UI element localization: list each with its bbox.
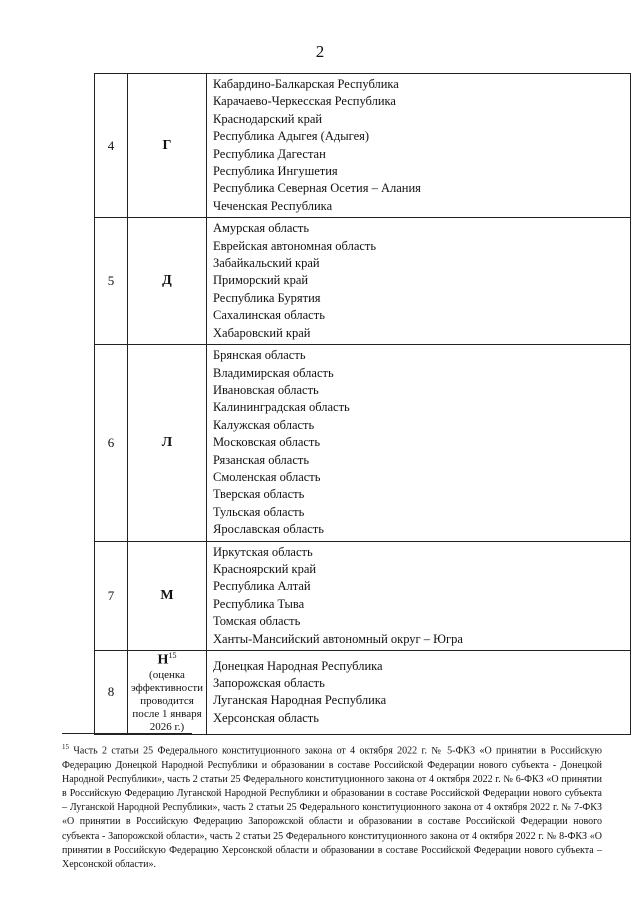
region-item: Ханты-Мансийский автономный округ – Югра bbox=[213, 631, 463, 646]
table-row bbox=[95, 74, 631, 218]
letter-group bbox=[128, 345, 207, 541]
region-item: Брянская область bbox=[213, 348, 306, 363]
region-item: Московская область bbox=[213, 435, 321, 450]
regions-table bbox=[94, 73, 631, 735]
region-item: Амурская область bbox=[213, 221, 310, 236]
regions-cell bbox=[207, 74, 631, 218]
region-item: Красноярский край bbox=[213, 561, 317, 576]
page-number: 2 bbox=[315, 42, 325, 61]
region-item: Тульская область bbox=[213, 504, 305, 519]
row-number: 8 bbox=[95, 651, 128, 735]
region-item: Республика Дагестан bbox=[213, 146, 326, 161]
table-row bbox=[95, 345, 631, 541]
footnote-separator bbox=[62, 733, 192, 734]
region-item: Чеченская Республика bbox=[213, 198, 333, 213]
letter-label: Д bbox=[162, 273, 172, 289]
footnote bbox=[62, 740, 602, 872]
letter-label: М bbox=[160, 587, 174, 603]
row-number: 5 bbox=[95, 218, 128, 345]
region-item: Кабардино-Балкарская Республика bbox=[213, 77, 399, 91]
region-item: Смоленская область bbox=[213, 469, 321, 484]
region-item: Приморский край bbox=[213, 273, 309, 288]
region-item: Калининградская область bbox=[213, 400, 350, 415]
region-item: Ярославская область bbox=[213, 522, 324, 537]
row-number: 7 bbox=[95, 541, 128, 650]
regions-cell bbox=[207, 345, 631, 541]
region-item: Калужская область bbox=[213, 417, 315, 432]
letter-label: Н bbox=[157, 652, 169, 668]
row-number: 4 bbox=[95, 74, 128, 218]
region-item: Донецкая Народная Республика bbox=[213, 658, 383, 673]
region-item: Республика Ингушетия bbox=[213, 164, 338, 179]
region-item: Ивановская область bbox=[213, 382, 319, 397]
region-item: Республика Алтай bbox=[213, 579, 311, 594]
region-item: Луганская Народная Республика bbox=[213, 693, 387, 708]
footnote-text: Часть 2 статьи 25 Федерального конституционного закона от 4 октября 2022 г. № 5-ФКЗ «О принятии в Российскую Федерацию Донецкой Народной Республики и образовании в составе Российской Федерации нового субъекта - Донецкой Народной Республики», часть 2 статьи 25 Федерального конституционного закона от 4 октября 2022 г. № 6-ФКЗ «О принятии в Российскую Федерацию Луганской Народной Республики и образовании в составе Российской Федерации нового субъекта – Луганской Народной Республики», часть 2 статьи 25 Федерального конституционного закона от 4 октября 2022 г. № 7-ФКЗ «О принятии в Российскую Федерацию Запорожской области и образовании в составе Российской Федерации нового субъекта - Запорожской области», часть 2 статьи 25 Федерального конституционного закона от 4 октября 2022 г. № 8-ФКЗ «О принятии в Российскую Федерацию Херсонской области и образовании в составе Российской Федерации нового субъекта – Херсонской области». bbox=[62, 745, 602, 870]
letter-label: Л bbox=[161, 434, 173, 450]
region-item: Тверская область bbox=[213, 487, 305, 502]
letter-label: Г bbox=[162, 137, 172, 153]
letter-group bbox=[128, 541, 207, 650]
letter-group bbox=[128, 218, 207, 345]
region-item: Херсонская область bbox=[213, 710, 319, 725]
footnote-ref: 15 bbox=[168, 651, 177, 660]
table-row bbox=[95, 218, 631, 345]
regions-cell bbox=[207, 218, 631, 345]
region-item: Республика Тыва bbox=[213, 596, 305, 611]
region-item: Республика Бурятия bbox=[213, 290, 321, 305]
region-item: Карачаево-Черкесская Республика bbox=[213, 94, 396, 109]
region-item: Рязанская область bbox=[213, 452, 310, 467]
region-item: Запорожская область bbox=[213, 675, 325, 690]
region-item: Еврейская автономная область bbox=[213, 238, 377, 253]
region-item: Забайкальский край bbox=[213, 256, 320, 271]
region-item: Хабаровский край bbox=[213, 325, 311, 340]
region-item: Иркутская область bbox=[213, 544, 313, 559]
row-number: 6 bbox=[95, 345, 128, 541]
footnote-mark: 15 bbox=[62, 743, 69, 751]
regions-cell bbox=[207, 651, 631, 735]
region-item: Краснодарский край bbox=[213, 111, 323, 126]
region-item: Владимирская область bbox=[213, 365, 334, 380]
table-row bbox=[95, 541, 631, 650]
regions-cell bbox=[207, 541, 631, 650]
region-item: Сахалинская область bbox=[213, 308, 325, 323]
letter-note: (оценка эффективности проводится после 1 января 2026 г.) bbox=[130, 668, 204, 733]
region-item: Томская область bbox=[213, 614, 301, 629]
letter-group bbox=[128, 74, 207, 218]
letter-group bbox=[128, 651, 207, 735]
region-item: Республика Северная Осетия – Алания bbox=[213, 181, 421, 196]
region-item: Республика Адыгея (Адыгея) bbox=[213, 129, 370, 144]
table-row bbox=[95, 651, 631, 735]
